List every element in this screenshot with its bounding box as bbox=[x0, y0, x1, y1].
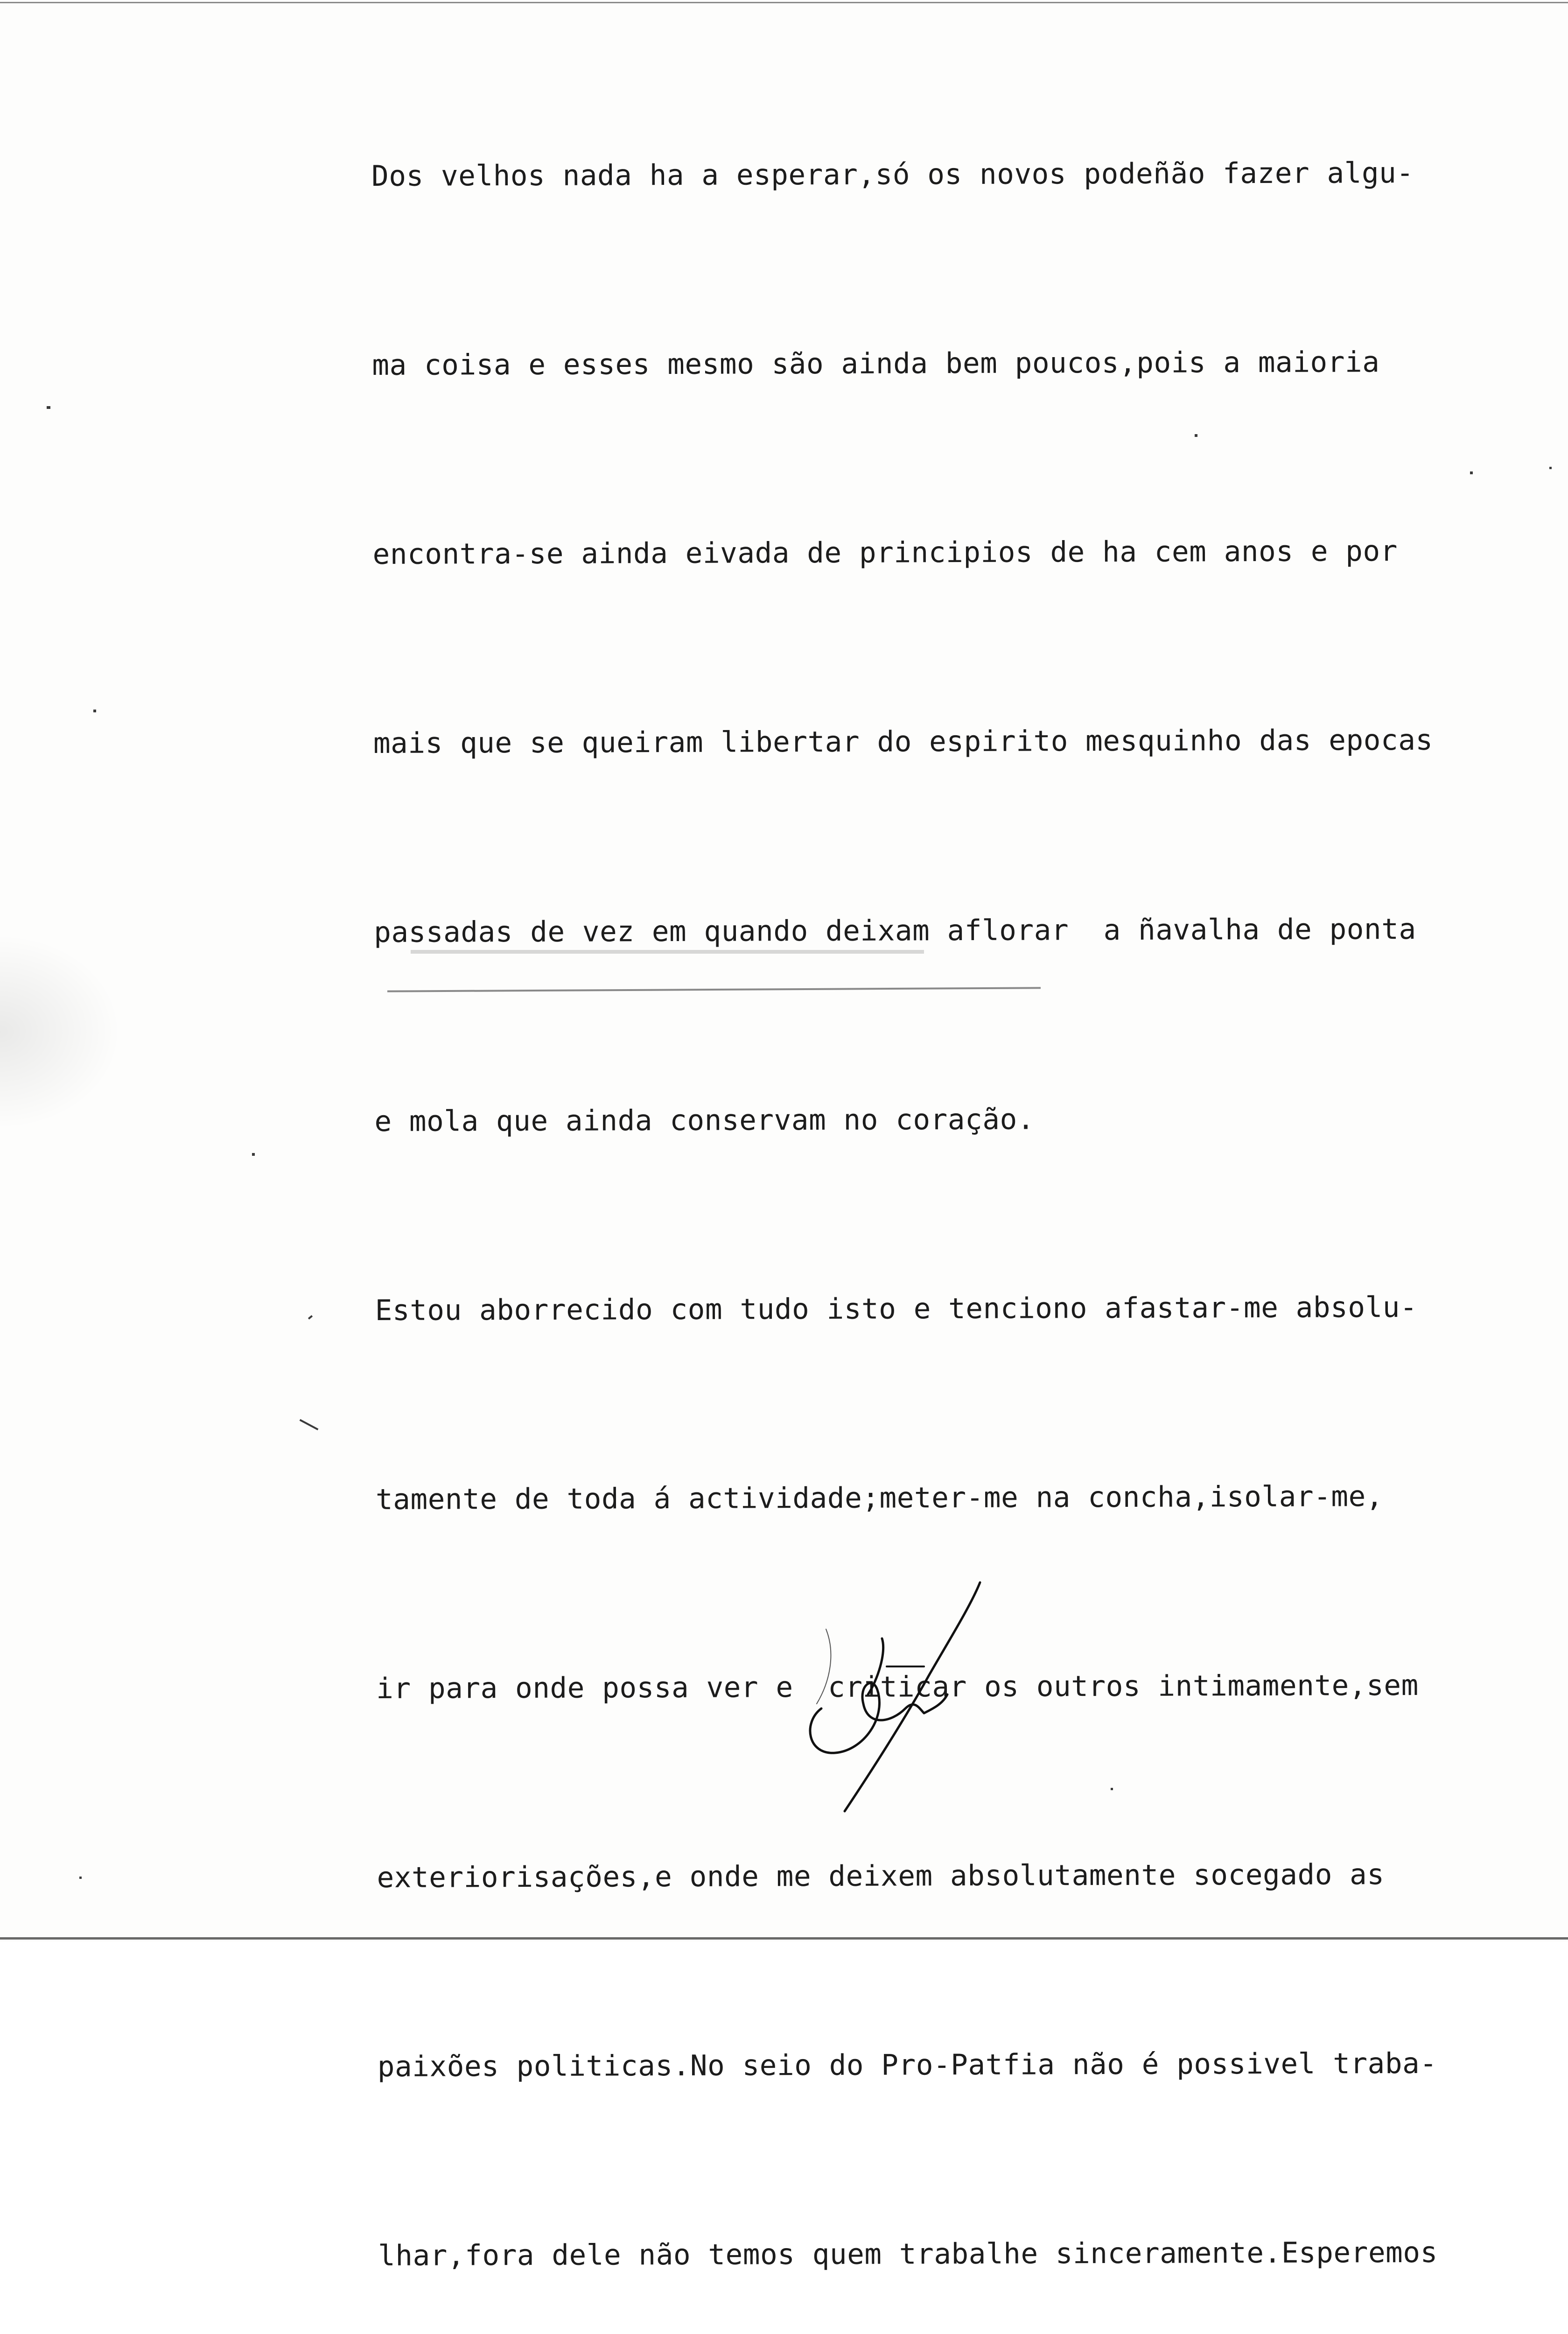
letter-line: e mola que ainda conservam no coração. bbox=[374, 1103, 1035, 1138]
smudge-mark bbox=[411, 950, 924, 954]
letter-line: passadas de vez em quando deixam aflorar a ñavalha de ponta bbox=[374, 912, 1416, 949]
letter-line: ma coisa e esses mesmo são ainda bem poucos,pois a maioria bbox=[372, 345, 1380, 382]
letter-line: lhar,fora dele não temos quem trabalhe sinceramente.Esperemos bbox=[378, 2236, 1438, 2272]
letter-body bbox=[371, 15, 1552, 2334]
letter-line: paixões politicas.No seio do Pro-Patfia não é possivel traba- bbox=[377, 2046, 1437, 2083]
scan-speck bbox=[47, 406, 50, 409]
scan-speck bbox=[79, 1877, 82, 1879]
letter-line: mais que se queiram libertar do espirito mesquinho das epocas bbox=[373, 723, 1433, 760]
scan-speck bbox=[300, 1419, 319, 1430]
letter-line: Dos velhos nada ha a esperar,só os novos podeñão fazer algu- bbox=[371, 156, 1414, 193]
letter-line: exteriorisações,e onde me deixem absolutamente socegado as bbox=[377, 1858, 1385, 1894]
scan-speck bbox=[93, 710, 96, 712]
letter-line: encontra-se ainda eivada de principios de ha cem anos e por bbox=[372, 534, 1398, 571]
handwritten-signature bbox=[793, 1568, 1073, 1830]
letter-line: tamente de toda á actividade;meter-me na concha,isolar-me, bbox=[375, 1480, 1384, 1516]
letter-line: ir para onde possa ver e criticar os outros intimamente,sem bbox=[376, 1668, 1419, 1705]
top-scan-edge bbox=[0, 2, 1568, 3]
scan-speck bbox=[252, 1153, 255, 1156]
scan-speck bbox=[1549, 467, 1552, 469]
letter-line: Estou aborrecido com tudo isto e tenсiono afastar-me absolu- bbox=[375, 1290, 1418, 1327]
scan-speck bbox=[308, 1315, 313, 1319]
scan-shadow bbox=[0, 934, 121, 1130]
